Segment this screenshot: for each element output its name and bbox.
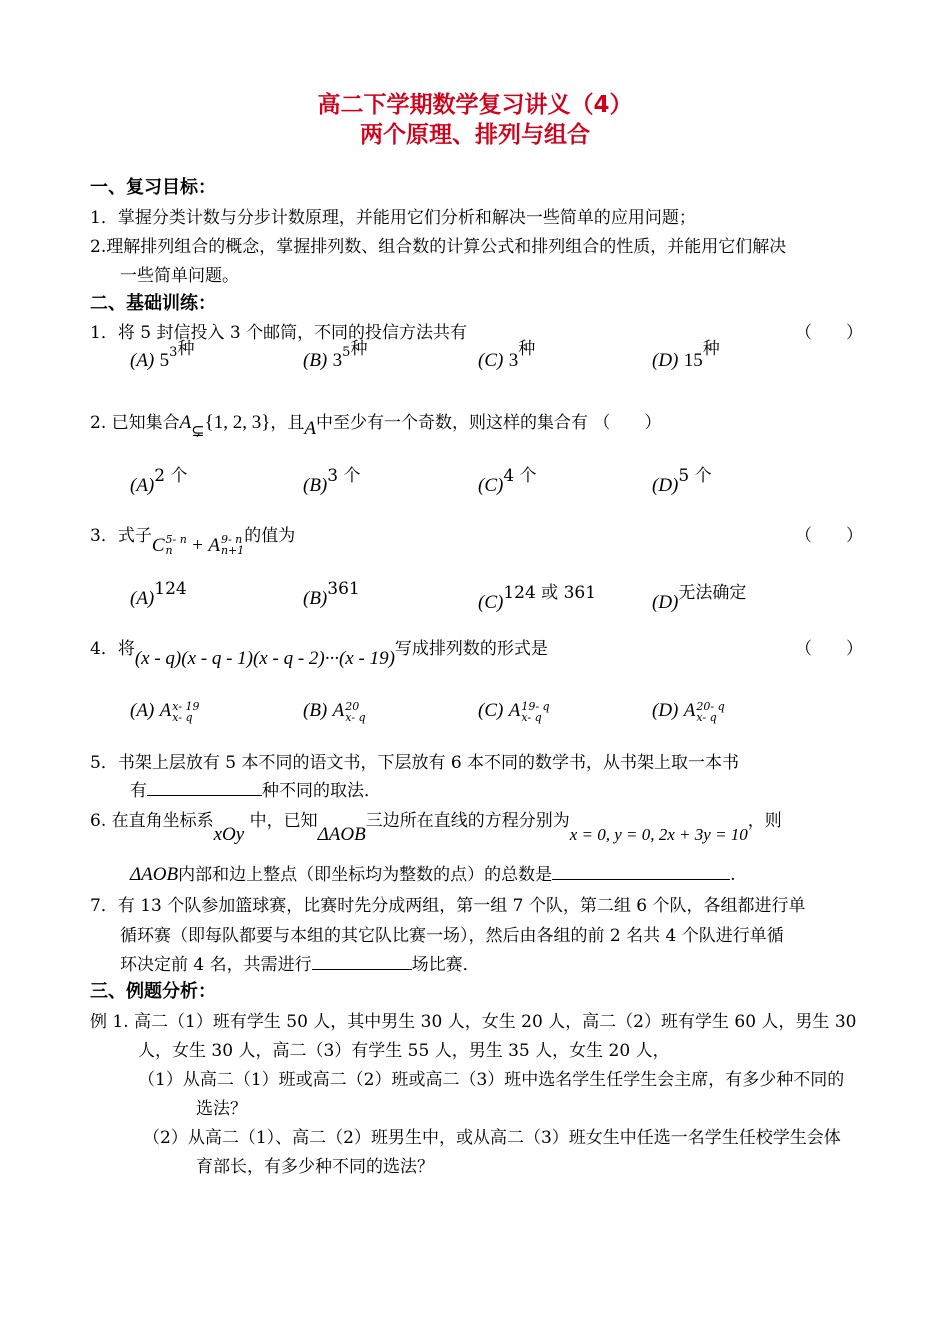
- section-heading-training: 二、基础训练：: [90, 293, 216, 314]
- goal-item-1: 1．掌握分类计数与分步计数原理，并能用它们分析和解决一些简单的应用问题；: [90, 208, 696, 228]
- question-3-answer-paren: （ ）: [795, 526, 863, 546]
- goal-item-2-cont: 一些简单问题。: [120, 266, 239, 286]
- example-1-line-1: 例 1. 高二（1）班有学生 50 人，其中男生 30 人，女生 20 人，高二（2）班有学生 60 人，男生 30: [90, 1012, 857, 1032]
- question-6-text: 6. 在直角坐标系xOy 中，已知ΔAOB三边所在直线的方程分别为x = 0, y = 0, 2x + 3y = 10，则: [90, 811, 782, 845]
- q1-option-a: (A) $5^3$种: [130, 339, 195, 371]
- question-6-answer-line: ΔAOB内部和边上整点（即坐标均为整数的点）的总数是 .: [130, 860, 736, 886]
- q1-option-d: (D) 15种: [652, 339, 720, 371]
- section-heading-examples: 三、例题分析：: [90, 981, 216, 1002]
- goal-item-2: 2.理解排列组合的概念，掌握排列数、组合数的计算公式和排列组合的性质，并能用它们解决: [90, 237, 787, 257]
- section-heading-goals: 一、复习目标：: [90, 177, 216, 198]
- q5-answer-blank[interactable]: [147, 777, 262, 796]
- q2-option-c: (C)4 个: [478, 466, 537, 496]
- q1-option-b: (B) $3^5$种: [303, 339, 368, 371]
- question-3-text: 3．式子C 5- n n + A 9- n n+1 的值为: [90, 526, 296, 557]
- question-5-answer-line: 有 种不同的取法．: [130, 776, 381, 801]
- q2-option-b: (B)3 个: [303, 466, 361, 496]
- q3-option-d: (D)无法确定: [652, 583, 747, 613]
- example-1-part-2: （2）从高二（1）、高二（2）班男生中，或从高二（3）班女生中任选一名学生任校学生会体: [143, 1128, 841, 1148]
- page-subtitle: 两个原理、排列与组合: [360, 122, 590, 148]
- example-1-part-1-cont: 选法？: [196, 1099, 247, 1119]
- q2-option-d: (D)5 个: [652, 466, 712, 496]
- q6-answer-blank[interactable]: [552, 861, 730, 880]
- question-1-text: 1．将 5 封信投入 3 个邮筒，不同的投信方法共有: [90, 323, 468, 343]
- example-1-part-2-cont: 育部长，有多少种不同的选法？: [196, 1157, 434, 1177]
- example-1-part-1: （1）从高二（1）班或高二（2）班或高二（3）班中选名学生任学生会主席，有多少种不同的: [138, 1070, 845, 1090]
- q2-option-a: (A)2 个: [130, 466, 188, 496]
- q3-option-c: (C)124 或 361: [478, 583, 597, 613]
- question-5-text: 5．书架上层放有 5 本不同的语文书，下层放有 6 本不同的数学书，从书架上取一本书: [90, 753, 740, 773]
- question-2-text: 2. 已知集合A⊊{1, 2, 3}，且A中至少有一个奇数，则这样的集合有 （ ）: [90, 412, 662, 440]
- q7-answer-blank[interactable]: [312, 951, 412, 970]
- q1-option-c: (C) 3种: [478, 339, 536, 371]
- q4-option-a: (A) A x- 19 x- q: [130, 699, 200, 724]
- example-1-line-2: 人，女生 30 人，高二（3）有学生 55 人，男生 35 人，女生 20 人，: [138, 1041, 670, 1061]
- question-7-line-2: 循环赛（即每队都要与本组的其它队比赛一场），然后由各组的前 2 名共 4 个队进行单循: [120, 926, 784, 946]
- question-7-line-1: 7．有 13 个队参加篮球赛，比赛时先分成两组，第一组 7 个队，第二组 6 个队，各组都进行单: [90, 896, 806, 916]
- question-7-line-3: 环决定前 4 名，共需进行 场比赛．: [120, 950, 480, 975]
- q3-option-a: (A)124: [130, 579, 187, 609]
- question-4-answer-paren: （ ）: [795, 639, 863, 659]
- q3-option-b: (B)361: [303, 579, 360, 609]
- proper-subset-symbol: ⊊: [191, 421, 205, 440]
- page-title: 高二下学期数学复习讲义（4）: [317, 92, 633, 118]
- question-1-answer-paren: （ ）: [795, 323, 863, 343]
- q4-option-b: (B) A 20 x- q: [303, 699, 366, 724]
- q4-option-d: (D) A 20- q x- q: [652, 699, 725, 724]
- q4-option-c: (C) A 19- q x- q: [478, 699, 550, 724]
- question-4-text: 4．将(x - q)(x - q - 1)(x - q - 2)···(x - 19)写成排列数的形式是: [90, 639, 548, 669]
